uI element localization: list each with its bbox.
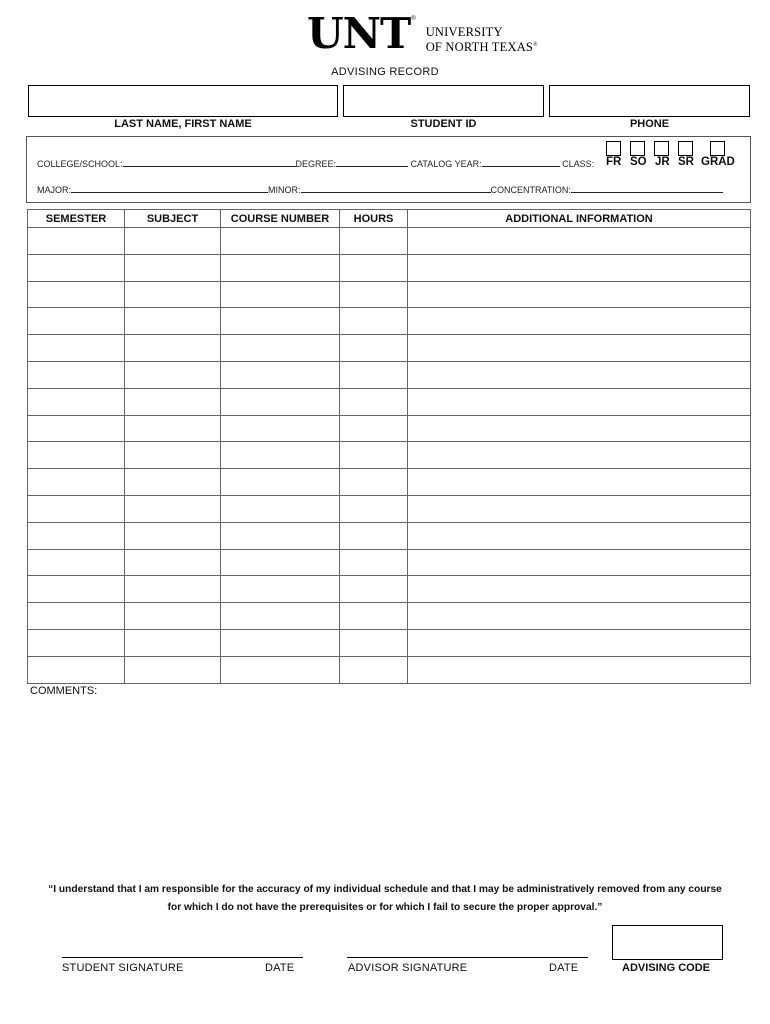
table-row [28,495,751,522]
phone-input-box[interactable] [549,85,750,117]
college-label: COLLEGE/SCHOOL: [37,159,123,169]
class-sr-checkbox[interactable] [678,141,693,156]
class-option-jr: JR [655,156,670,168]
cell-additional-information[interactable] [408,308,751,335]
statement-line-1: “I understand that I am responsible for the accuracy of my individual schedule and that I may be administratively removed from any course [48,884,722,895]
cell-hours[interactable] [340,629,408,656]
cell-additional-information[interactable] [408,335,751,362]
cell-course-number[interactable] [221,254,340,281]
degree-field[interactable] [336,157,408,167]
column-header-semester: SEMESTER [28,210,125,228]
concentration-label: CONCENTRATION: [490,185,571,195]
cell-course-number[interactable] [221,576,340,603]
table-row [28,549,751,576]
statement-line-2: for which I do not have the prerequisites or for which I fail to secure the proper approval.” [167,902,603,913]
table-row [28,576,751,603]
class-fr-checkbox[interactable] [606,141,621,156]
course-table [27,209,751,684]
cell-subject[interactable] [125,549,221,576]
cell-hours[interactable] [340,361,408,388]
advising-code-box[interactable] [612,925,723,960]
student-date-label: DATE [265,962,295,974]
column-header-additional-information: ADDITIONAL INFORMATION [408,210,751,228]
class-option-fr: FR [606,156,622,168]
cell-course-number[interactable] [221,442,340,469]
table-row [28,603,751,630]
logo-wordmark [426,26,538,54]
phone-label: PHONE [629,118,670,130]
student-id-input-box[interactable] [343,85,544,117]
concentration-field[interactable] [571,183,723,193]
cell-semester[interactable] [28,522,125,549]
cell-additional-information[interactable] [408,388,751,415]
cell-hours[interactable] [340,335,408,362]
cell-subject[interactable] [125,415,221,442]
cell-additional-information[interactable] [408,495,751,522]
table-row [28,308,751,335]
cell-course-number[interactable] [221,361,340,388]
cell-hours[interactable] [340,522,408,549]
cell-course-number[interactable] [221,335,340,362]
cell-additional-information[interactable] [408,522,751,549]
unt-logo [307,9,538,58]
class-grad-checkbox[interactable] [710,141,725,156]
table-header-row [28,210,751,228]
cell-course-number[interactable] [221,629,340,656]
cell-subject[interactable] [125,308,221,335]
degree-label: DEGREE: [295,159,337,169]
comments-label: COMMENTS: [30,685,98,697]
cell-course-number[interactable] [221,603,340,630]
cell-semester[interactable] [28,308,125,335]
class-so-checkbox[interactable] [630,141,645,156]
column-header-hours: HOURS [340,210,408,228]
cell-semester[interactable] [28,576,125,603]
cell-subject[interactable] [125,361,221,388]
info-line-1 [37,157,594,169]
cell-additional-information[interactable] [408,254,751,281]
student-id-label: STUDENT ID [410,118,477,130]
cell-subject[interactable] [125,254,221,281]
cell-hours[interactable] [340,281,408,308]
student-signature-line[interactable] [62,957,303,958]
cell-additional-information[interactable] [408,576,751,603]
cell-hours[interactable] [340,308,408,335]
acknowledgement-statement [14,881,756,917]
major-label: MAJOR: [37,185,72,195]
cell-semester[interactable] [28,415,125,442]
table-row [28,522,751,549]
class-jr-checkbox[interactable] [654,141,669,156]
cell-subject[interactable] [125,388,221,415]
table-row [28,335,751,362]
table-row [28,656,751,683]
column-header-subject: SUBJECT [125,210,221,228]
cell-additional-information[interactable] [408,549,751,576]
student-signature-label: STUDENT SIGNATURE [62,962,184,974]
cell-subject[interactable] [125,442,221,469]
cell-semester[interactable] [28,469,125,496]
logo-line-2-mark: ® [533,42,538,48]
cell-subject[interactable] [125,335,221,362]
cell-course-number[interactable] [221,522,340,549]
cell-additional-information[interactable] [408,603,751,630]
cell-subject[interactable] [125,469,221,496]
logo-registered-mark: ® [411,16,416,22]
name-label: LAST NAME, FIRST NAME [114,118,252,130]
cell-subject[interactable] [125,603,221,630]
cell-additional-information[interactable] [408,281,751,308]
cell-hours[interactable] [340,549,408,576]
column-header-course-number: COURSE NUMBER [221,210,340,228]
cell-additional-information[interactable] [408,415,751,442]
advisor-signature-label: ADVISOR SIGNATURE [348,962,468,974]
table-row [28,388,751,415]
cell-hours[interactable] [340,442,408,469]
cell-additional-information[interactable] [408,442,751,469]
advisor-date-label: DATE [549,962,579,974]
cell-semester[interactable] [28,549,125,576]
cell-subject[interactable] [125,656,221,683]
cell-subject[interactable] [125,228,221,255]
cell-semester[interactable] [28,228,125,255]
class-option-grad: GRAD [701,156,735,168]
class-label: CLASS: [562,159,595,169]
cell-course-number[interactable] [221,469,340,496]
cell-course-number[interactable] [221,495,340,522]
cell-semester[interactable] [28,656,125,683]
minor-field[interactable] [301,183,491,193]
cell-subject[interactable] [125,495,221,522]
major-field[interactable] [71,183,268,193]
cell-semester[interactable] [28,335,125,362]
college-field[interactable] [123,157,296,167]
cell-hours[interactable] [340,603,408,630]
logo-line-1: UNIVERSITY [425,25,503,39]
cell-semester[interactable] [28,281,125,308]
catalog-year-label: CATALOG YEAR: [410,159,482,169]
cell-course-number[interactable] [221,308,340,335]
advising-code-label: ADVISING CODE [622,962,711,974]
program-info-panel [26,136,751,203]
cell-hours[interactable] [340,254,408,281]
cell-semester[interactable] [28,388,125,415]
info-line-2 [37,183,723,195]
cell-course-number[interactable] [221,388,340,415]
catalog-year-field[interactable] [482,157,560,167]
cell-subject[interactable] [125,522,221,549]
cell-hours[interactable] [340,388,408,415]
cell-semester[interactable] [28,361,125,388]
cell-additional-information[interactable] [408,228,751,255]
cell-course-number[interactable] [221,415,340,442]
minor-label: MINOR: [268,185,301,195]
class-option-so: SO [630,156,647,168]
cell-semester[interactable] [28,442,125,469]
cell-semester[interactable] [28,495,125,522]
cell-course-number[interactable] [221,228,340,255]
cell-subject[interactable] [125,281,221,308]
course-table-body [28,228,751,684]
cell-hours[interactable] [340,495,408,522]
cell-hours[interactable] [340,228,408,255]
cell-semester[interactable] [28,603,125,630]
cell-hours[interactable] [340,656,408,683]
advisor-signature-line[interactable] [347,957,588,958]
cell-additional-information[interactable] [408,656,751,683]
table-row [28,442,751,469]
cell-subject[interactable] [125,629,221,656]
cell-course-number[interactable] [221,281,340,308]
form-title: ADVISING RECORD [331,66,439,78]
cell-semester[interactable] [28,629,125,656]
logo-mark: UNT [307,9,411,58]
cell-course-number[interactable] [221,656,340,683]
cell-additional-information[interactable] [408,629,751,656]
cell-hours[interactable] [340,469,408,496]
cell-course-number[interactable] [221,549,340,576]
cell-hours[interactable] [340,576,408,603]
table-row [28,254,751,281]
class-option-sr: SR [678,156,694,168]
table-row [28,469,751,496]
cell-additional-information[interactable] [408,469,751,496]
cell-hours[interactable] [340,415,408,442]
logo-line-2: OF NORTH TEXAS® [425,40,538,55]
table-row [28,361,751,388]
cell-subject[interactable] [125,576,221,603]
table-row [28,415,751,442]
cell-semester[interactable] [28,254,125,281]
cell-additional-information[interactable] [408,361,751,388]
table-row [28,281,751,308]
table-row [28,228,751,255]
table-row [28,629,751,656]
name-input-box[interactable] [28,85,338,117]
